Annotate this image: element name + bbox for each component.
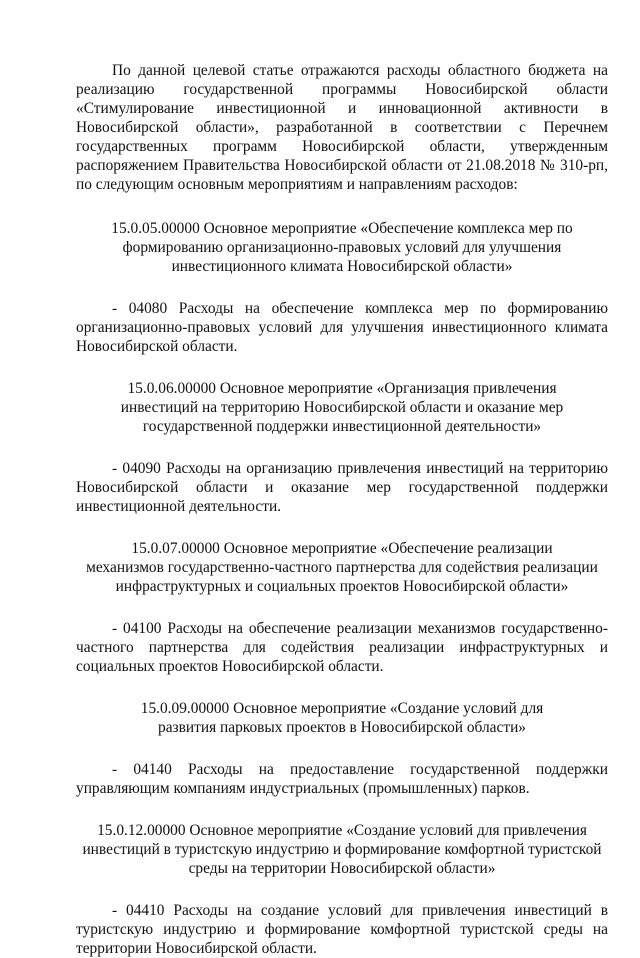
spacer bbox=[76, 436, 608, 459]
section-body-04080: - 04080 Расходы на обеспечение комплекса мер по формированию организационно-правовых условий для улучшения инвестиционного климата Новосибирской области. bbox=[76, 300, 608, 355]
heading-line: 15.0.06.00000 Основное мероприятие «Организация привлечения bbox=[127, 380, 557, 397]
heading-line: государственной поддержки инвестиционной деятельности» bbox=[142, 418, 542, 435]
heading-line: 15.0.12.00000 Основное мероприятие «Создание условий для привлечения bbox=[97, 822, 587, 839]
spacer bbox=[76, 194, 608, 219]
section-body-04090: - 04090 Расходы на организацию привлечения инвестиций на территорию Новосибирской области и оказание мер государственной поддержки инвестиционной деятельности. bbox=[76, 460, 608, 515]
document-page bbox=[76, 61, 608, 958]
section-body-04410: - 04410 Расходы на создание условий для привлечения инвестиций в туристскую индустрию и формирование комфортной туристской среды на территории Новосибирской области. bbox=[76, 902, 608, 957]
heading-line: инвестиций в туристскую индустрию и формирование комфортной туристской bbox=[82, 841, 602, 858]
heading-line: 15.0.09.00000 Основное мероприятие «Создание условий для bbox=[140, 700, 544, 717]
spacer bbox=[76, 737, 608, 760]
heading-line: инвестиций на территорию Новосибирской области и оказание мер bbox=[120, 399, 564, 416]
section-heading-15-0-07 bbox=[76, 539, 608, 596]
intro-paragraph: По данной целевой статье отражаются расходы областного бюджета на реализацию государственной программы Новосибирской области «Стимулирование инвестиционной и инновационной активности в Новосибирской области», разработанной в соответствии с Перечнем государственных программ Новосибирской области, утвержденным распоряжением Правительства Новосибирской области от 21.08.2018 № 310-рп, по следующим основным мероприятиям и направлениям расходов: bbox=[76, 62, 608, 193]
heading-line: инвестиционного климата Новосибирской области» bbox=[171, 258, 513, 275]
section-heading-15-0-05 bbox=[76, 219, 608, 276]
section-heading-15-0-06 bbox=[76, 379, 608, 436]
spacer bbox=[76, 676, 608, 699]
heading-line: инфраструктурных и социальных проектов Новосибирской области» bbox=[115, 578, 569, 595]
spacer bbox=[76, 798, 608, 821]
spacer bbox=[76, 356, 608, 379]
heading-line: 15.0.07.00000 Основное мероприятие «Обеспечение реализации bbox=[131, 540, 553, 557]
heading-line: развития парковых проектов в Новосибирской области» bbox=[158, 719, 526, 736]
heading-line: механизмов государственно-частного партнерства для содействия реализации bbox=[86, 559, 598, 576]
spacer bbox=[76, 516, 608, 539]
spacer bbox=[76, 878, 608, 901]
section-body-04100: - 04100 Расходы на обеспечение реализации механизмов государственно-частного партнерства для содействия реализации инфраструктурных и социальных проектов Новосибирской области. bbox=[76, 620, 608, 675]
section-heading-15-0-09 bbox=[76, 699, 608, 737]
heading-line: формированию организационно-правовых условий для улучшения bbox=[122, 239, 562, 256]
section-heading-15-0-12 bbox=[76, 821, 608, 878]
heading-line: среды на территории Новосибирской области» bbox=[188, 860, 496, 877]
section-body-04140: - 04140 Расходы на предоставление государственной поддержки управляющим компаниям индустриальных (промышленных) парков. bbox=[76, 761, 608, 797]
spacer bbox=[76, 276, 608, 299]
heading-line: 15.0.05.00000 Основное мероприятие «Обеспечение комплекса мер по bbox=[111, 220, 573, 237]
spacer bbox=[76, 596, 608, 619]
